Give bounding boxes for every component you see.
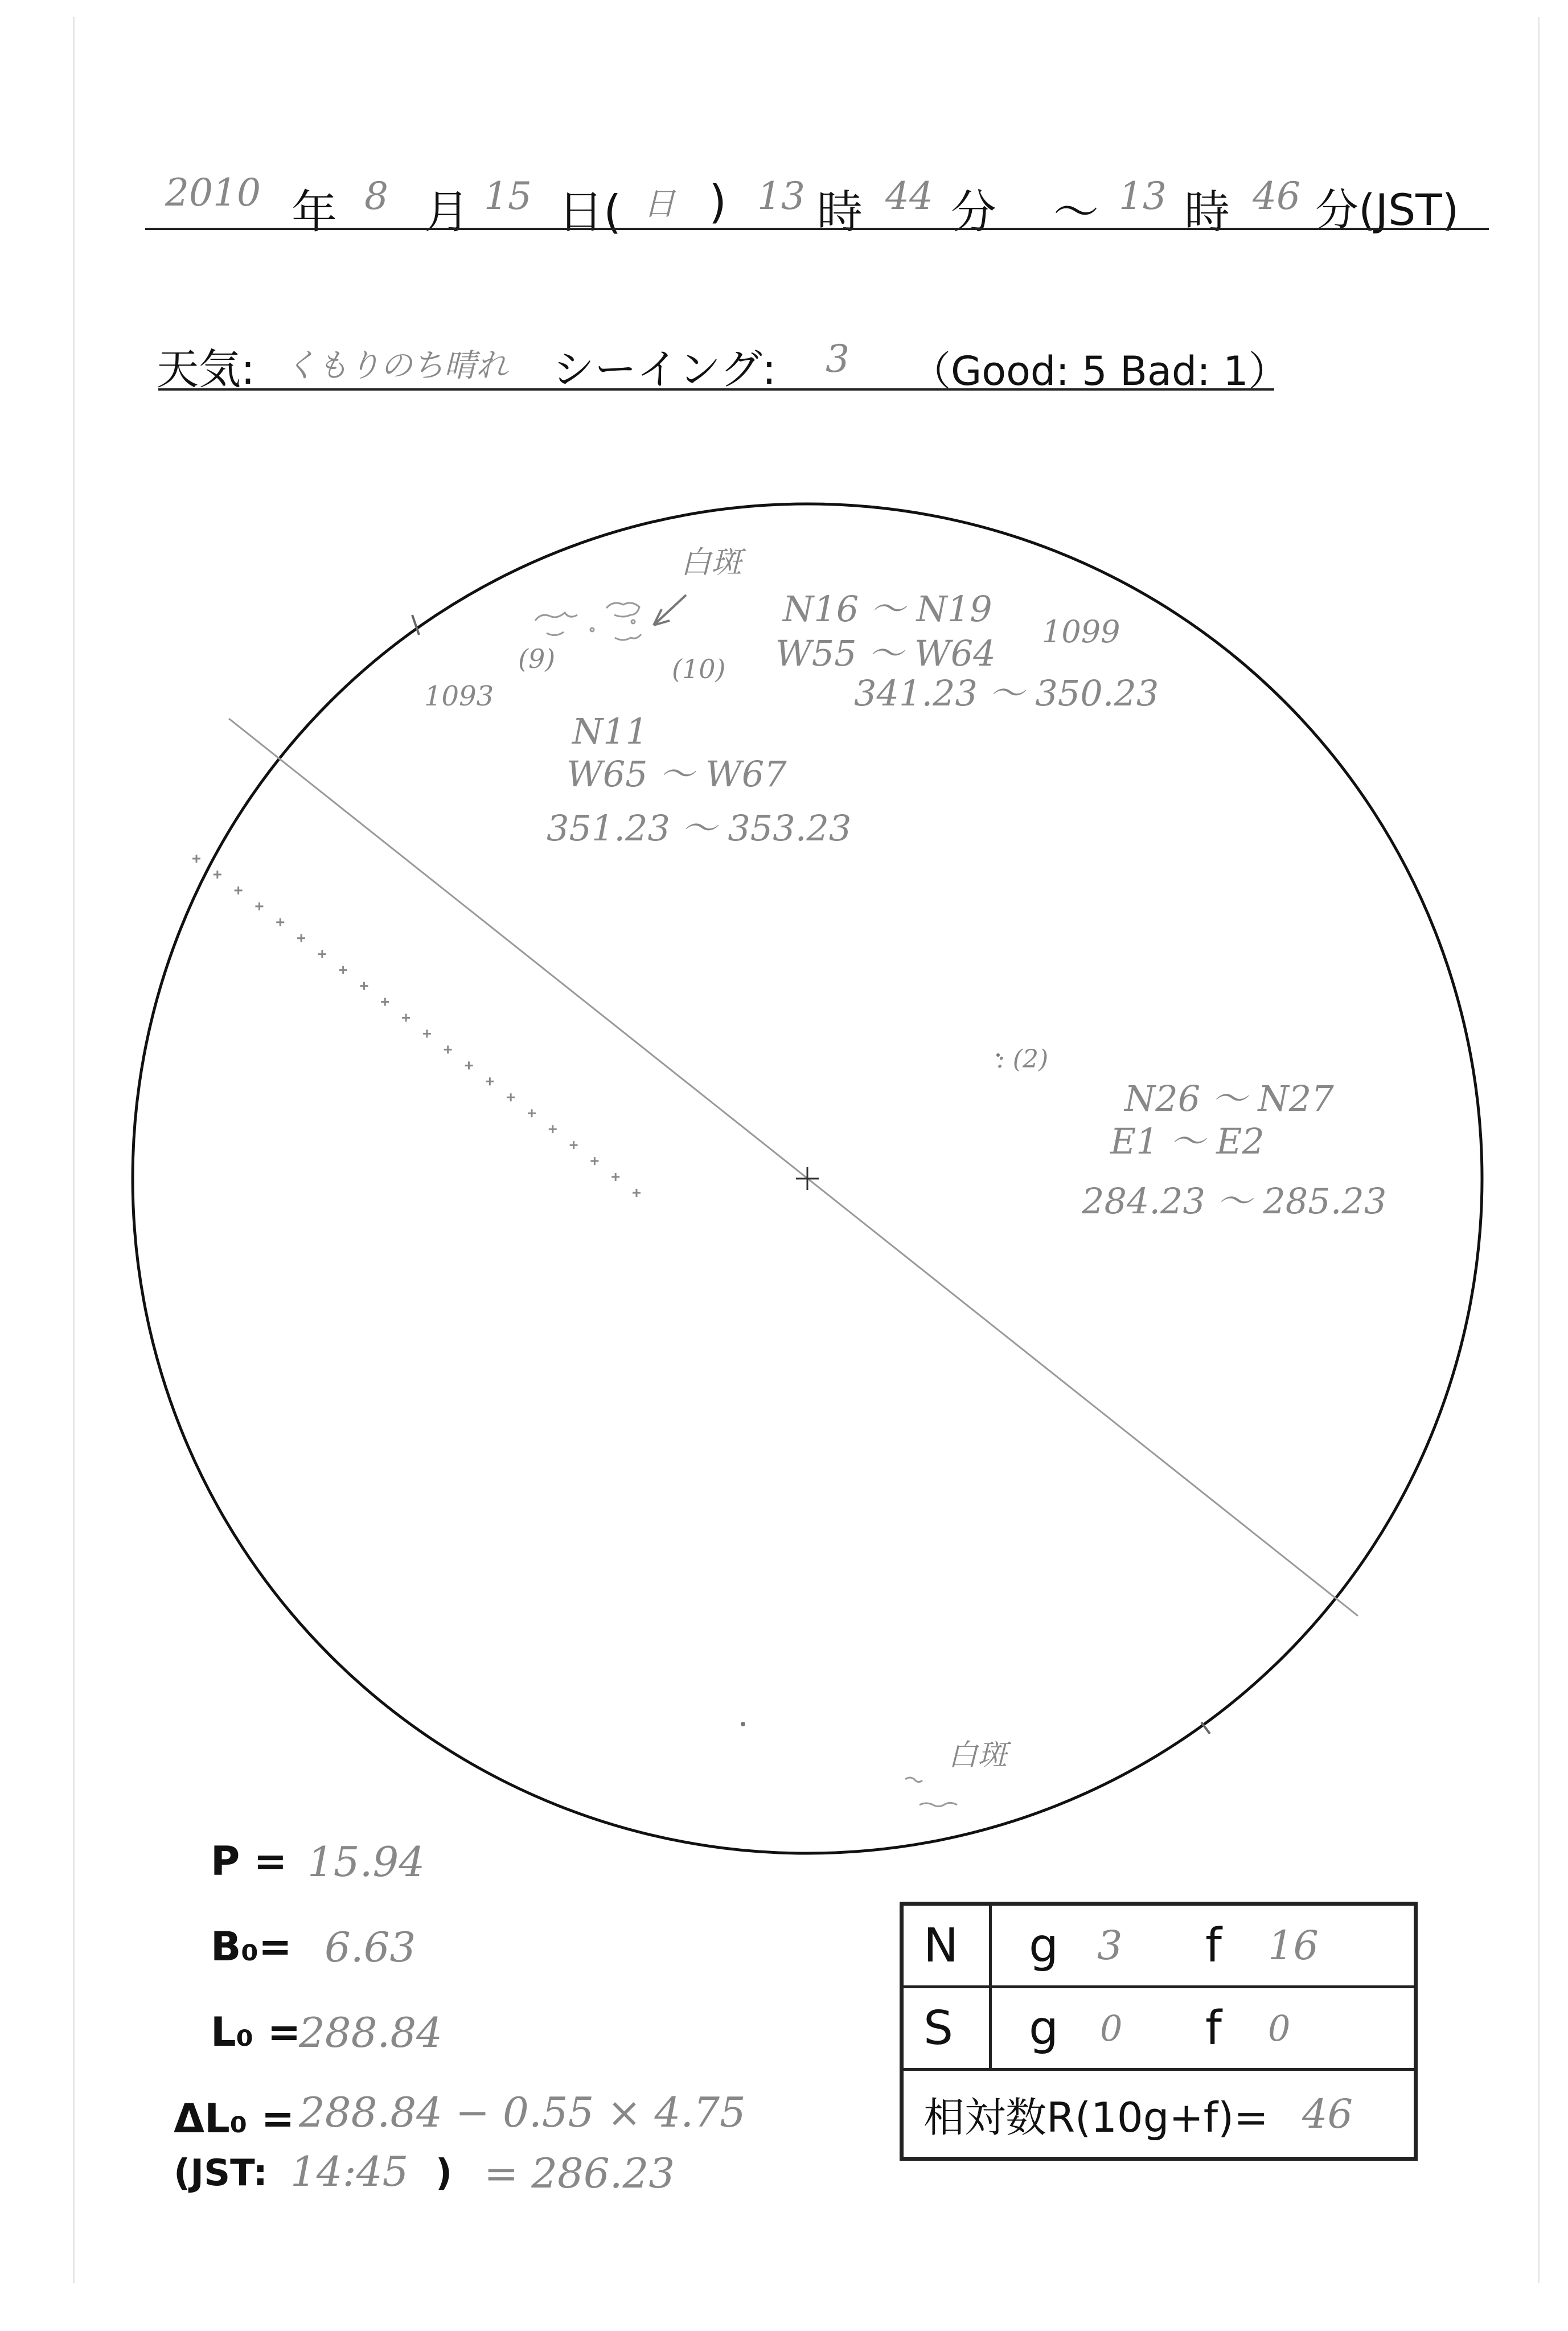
spot-dot-bottom	[741, 1722, 745, 1726]
north-row-divider	[989, 1906, 992, 1985]
south-f-label: f	[1205, 2001, 1222, 2055]
south-count-row	[904, 1988, 1414, 2071]
l0-value: 288.84	[299, 2009, 442, 2057]
n11-longitude: W65 ～ W67	[567, 753, 787, 795]
year-unit: 年	[292, 186, 337, 239]
count-c: : (2)	[996, 1045, 1049, 1074]
white-spot-label-bottom: 白斑	[948, 1738, 1008, 1772]
weekday-close: )	[709, 175, 727, 228]
seeing-value: 3	[826, 337, 849, 381]
south-spot-count: 0	[1268, 2007, 1291, 2049]
n16-carrington-range: 341.23 ～ 350.23	[854, 672, 1159, 714]
north-group-count: 3	[1097, 1922, 1123, 1969]
start-minute: 44	[885, 174, 933, 218]
north-count-row	[904, 1906, 1414, 1988]
white-facula-bottom-sketch	[905, 1778, 957, 1807]
count-a: (9)	[518, 643, 556, 674]
relative-number-row	[904, 2071, 1414, 2157]
n11-latitude: N11	[572, 711, 648, 752]
white-spot-label-top: 白斑	[680, 544, 742, 580]
north-spot-count: 16	[1268, 1922, 1319, 1969]
b0-label: B₀=	[211, 1923, 292, 1970]
n11-carrington-range: 351.23 ～ 353.23	[547, 807, 852, 849]
south-group-count: 0	[1100, 2007, 1123, 2049]
equator-line	[229, 719, 1358, 1616]
start-hour: 13	[757, 174, 805, 218]
jst-label: (JST:	[174, 2152, 268, 2194]
seeing-label: シーイング:	[552, 345, 777, 394]
group-1099-label: 1099	[1042, 614, 1120, 650]
n26-latitude: N26 ～ N27	[1124, 1078, 1334, 1119]
weather-value: くもりのち晴れ	[285, 347, 508, 384]
b0-value: 6.63	[325, 1923, 416, 1971]
spot-group-1093-sketch	[535, 603, 641, 640]
time-range-tilde: ～	[1053, 186, 1099, 239]
day-value: 15	[484, 174, 532, 218]
north-g-label: g	[1029, 1918, 1059, 1973]
p-value: 15.94	[307, 1838, 425, 1886]
south-row-divider	[989, 1988, 992, 2068]
north-label: N	[923, 1918, 959, 1973]
dl0-result: = 286.23	[484, 2149, 675, 2197]
end-minute: 46	[1253, 174, 1300, 218]
limb-cross-marks	[192, 855, 641, 1197]
south-g-label: g	[1029, 2001, 1059, 2055]
group-1093-label: 1093	[424, 680, 494, 712]
year-value: 2010	[165, 171, 261, 215]
minute-unit: 分	[951, 186, 996, 239]
n16-longitude: W55 ～ W64	[775, 633, 996, 674]
white-spot-arrow	[654, 595, 686, 625]
dl0-label: ΔL₀ =	[174, 2095, 295, 2142]
weather-label: 天気:	[157, 345, 255, 394]
minute-unit-jst: 分(JST)	[1315, 184, 1459, 235]
weekday-value: 日	[643, 186, 675, 223]
relative-number-label: 相対数R(10g+f)=	[923, 2093, 1269, 2141]
dl0-value: 288.84 − 0.55 × 4.75	[299, 2088, 746, 2136]
n26-longitude: E1 ～ E2	[1110, 1121, 1265, 1162]
month-unit: 月	[424, 186, 470, 239]
sunspot-count-table	[900, 1902, 1418, 2161]
relative-number-value: 46	[1302, 2090, 1353, 2137]
n16-latitude: N16 ～ N19	[783, 588, 992, 630]
hour-unit: 時	[817, 186, 863, 239]
month-value: 8	[364, 174, 388, 218]
count-b: (10)	[672, 654, 726, 684]
south-label: S	[923, 2001, 954, 2055]
p-label: P =	[211, 1838, 288, 1885]
n26-carrington-range: 284.23 ～ 285.23	[1082, 1180, 1387, 1222]
day-unit: 日(	[558, 186, 622, 239]
jst-close: )	[436, 2152, 453, 2194]
l0-label: L₀ =	[211, 2009, 301, 2055]
jst-time: 14:45	[290, 2148, 409, 2195]
end-hour: 13	[1119, 174, 1167, 218]
hour-unit-end: 時	[1184, 186, 1230, 239]
seeing-scale: （Good: 5 Bad: 1）	[911, 348, 1288, 395]
north-f-label: f	[1205, 1918, 1222, 1973]
